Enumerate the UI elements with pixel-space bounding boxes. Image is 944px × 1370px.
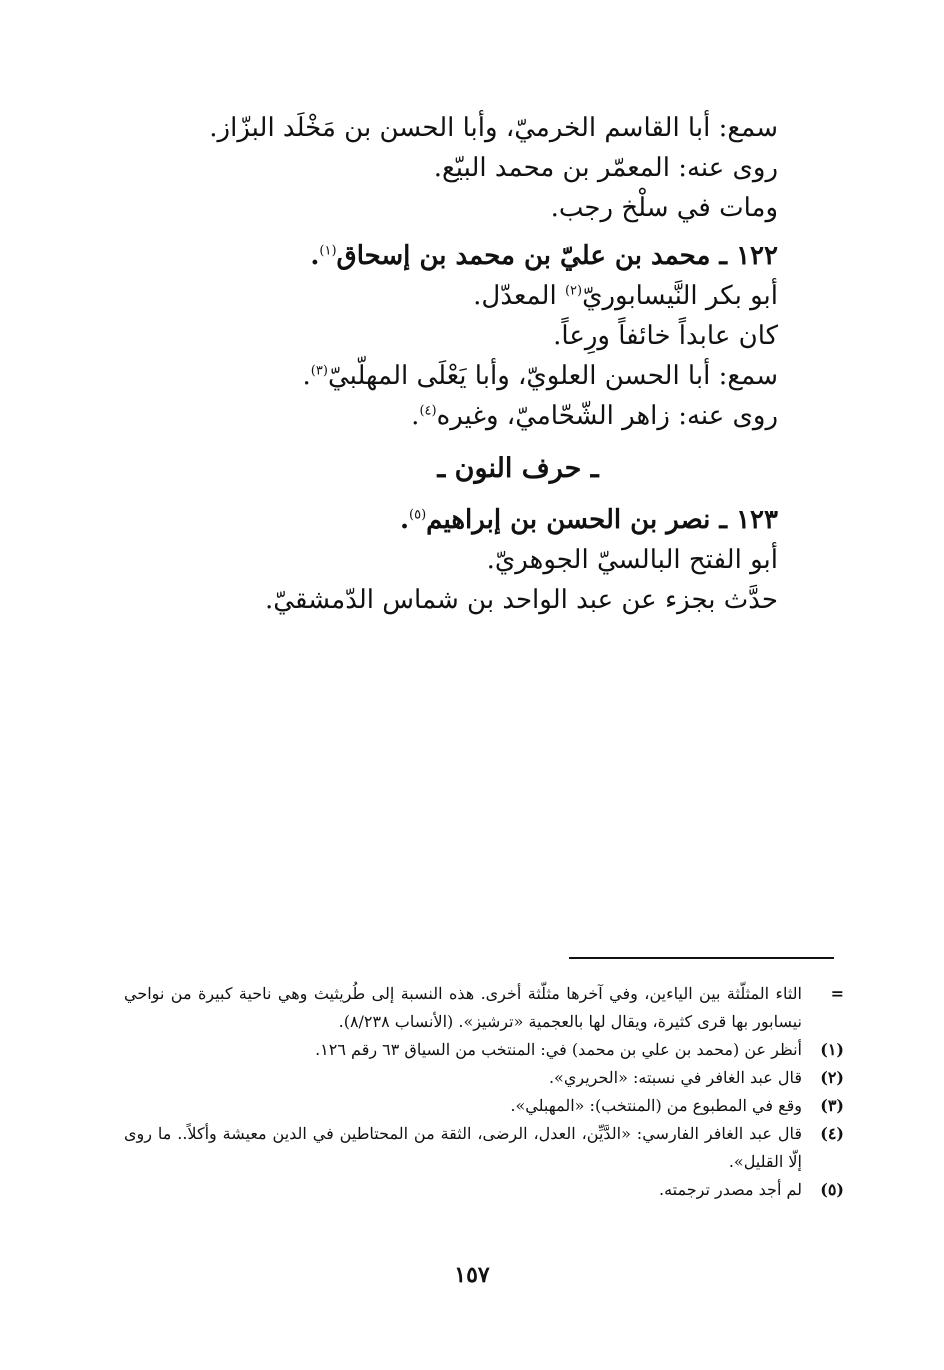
footnote-number: (٣): [820, 1096, 844, 1115]
footnote-ref: (٢): [564, 283, 583, 299]
section-heading: ـ حرف النون ـ: [437, 453, 599, 484]
footnote-ref: (٥): [409, 507, 427, 523]
entry-heading-text: ١٢٢ ـ محمد بن عليّ بن محمد بن إسحاق: [336, 241, 778, 271]
footnote-divider: [569, 957, 834, 959]
footnote-ref: (١): [319, 243, 337, 259]
text-line: [218, 276, 778, 316]
text-line: كان عابداً خائفاً ورِعاً.: [553, 321, 778, 351]
main-text: [209, 108, 778, 620]
footnote: [124, 1036, 844, 1064]
kunya-text: أبو بكر النَّيسابوريّ: [582, 281, 778, 311]
entry-heading-text: ١٢٣ ـ نصر بن الحسن بن إبراهيم: [426, 505, 778, 535]
footnotes: [124, 980, 844, 1204]
footnote: [124, 980, 844, 1036]
footnote-text: الثاء المثلّثة بين الياءين، وفي آخرها مثلّثة أخرى. هذه النسبة إلى طُريثيث وهي ناحية كبيرة من نواحي نيسابور بها قرى كثيرة، ويقال لها بالعجمية «ترشيز». (الأنساب ٨/٢٣٨).: [124, 984, 802, 1031]
footnote: [124, 1176, 844, 1204]
footnote-number: (٤): [820, 1124, 844, 1143]
text-line: حدَّث بجزء عن عبد الواحد بن شماس الدّمشقيّ.: [265, 585, 778, 615]
footnote-text: قال عبد الغافر الفارسي: «الدَّيِّن، العدل، الرضى، الثقة من المحتاطين في الدين معيشة وأكلاً.. ما روى إلّا القليل».: [124, 1124, 802, 1171]
footnote: [124, 1120, 844, 1176]
text-line: سمع: أبا الحسن العلويّ، وأبا يَعْلَى المهلّبيّ$^{(٣)}$.: [302, 361, 778, 391]
footnote: [124, 1092, 844, 1120]
footnote-ref: (٤): [419, 403, 437, 419]
footnote-text: وقع في المطبوع من (المنتخب): «المهبلي».: [510, 1096, 802, 1115]
footnote-text: أنظر عن (محمد بن علي بن محمد) في: المنتخب من السياق ٦٣ رقم ١٢٦.: [315, 1040, 802, 1059]
footnote-text: لم أجد مصدر ترجمته.: [659, 1180, 802, 1199]
footnote-number: (١): [820, 1040, 844, 1059]
text-line: ومات في سلْخ رجب.: [550, 193, 778, 223]
text-line: روى عنه: المعمّر بن محمد البيّع.: [433, 153, 778, 183]
footnote: [124, 1064, 844, 1092]
entry-122-heading: ١٢٢ ـ محمد بن عليّ بن محمد بن إسحاق$^{(١)}$.: [310, 241, 778, 271]
narrated-by-text: روى عنه: زاهر الشّحّاميّ، وغيره: [436, 401, 778, 431]
footnote-number: (٢): [820, 1068, 844, 1087]
footnote-ref: (٣): [310, 363, 328, 379]
text-continuation: المعدّل.: [473, 281, 565, 311]
footnote-number: =: [830, 984, 844, 1003]
text-line: أبو الفتح البالسيّ الجوهريّ.: [486, 545, 778, 575]
entry-123-heading: ١٢٣ ـ نصر بن الحسن بن إبراهيم$^{(٥)}$.: [399, 505, 778, 535]
footnote-number: (٥): [820, 1180, 844, 1199]
footnote-text: قال عبد الغافر في نسبته: «الحريري».: [548, 1068, 802, 1087]
heard-from-text: سمع: أبا الحسن العلويّ، وأبا يَعْلَى المهلّبيّ: [327, 361, 778, 391]
text-line: روى عنه: زاهر الشّحّاميّ، وغيره$^{(٤)}$.: [411, 401, 778, 431]
page-number: ١٥٧: [454, 1262, 490, 1288]
text-line: سمع: أبا القاسم الخرميّ، وأبا الحسن بن مَخْلَد البزّاز.: [209, 113, 778, 143]
